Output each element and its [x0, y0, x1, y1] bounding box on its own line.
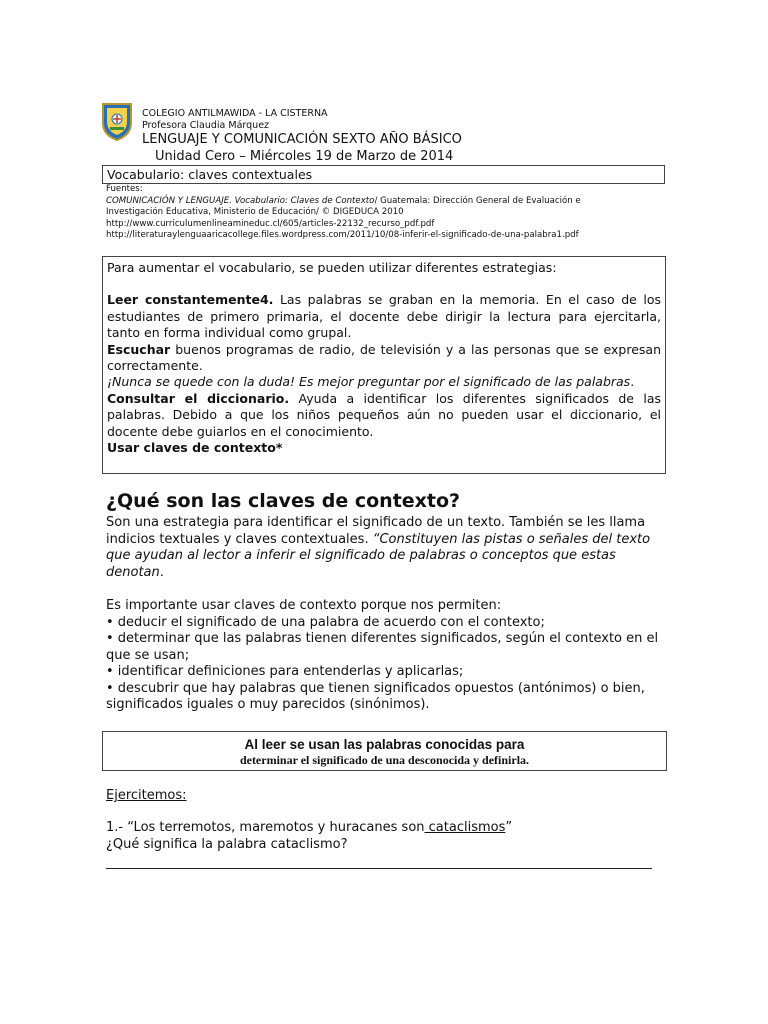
quote-line-2: determinar el significado de una desconocida y definirla.	[239, 753, 530, 767]
bullet-item: • deducir el significado de una palabra de acuerdo con el contexto;	[106, 614, 545, 630]
source-title: COMUNICACIÓN Y LENGUAJE. Vocabulario: Claves de Contexto	[106, 195, 375, 206]
source-url-2: http://literaturaylenguaaricacollege.files.wordpress.com/2011/10/08-inferir-el-significado-de-una-palabra1.pdf	[106, 230, 579, 240]
exercise-title	[106, 788, 666, 805]
strategy-consultar-title: Consultar el diccionario.	[107, 390, 290, 406]
exercise-title-text: Ejercitemos:	[106, 788, 187, 803]
course-title: LENGUAJE Y COMUNICACIÓN SEXTO AÑO BÁSICO	[142, 132, 462, 147]
question-1-end: ”	[505, 820, 513, 835]
question-1-word: cataclismos	[424, 820, 506, 835]
sources-block	[106, 184, 666, 242]
strategy-nunca-end: .	[630, 374, 635, 390]
strategy-nunca	[107, 374, 661, 390]
strategy-escuchar-text: buenos programas de radio, de televisión y a las personas que se expresan correctamente.	[107, 341, 661, 374]
sources-label: Fuentes:	[106, 184, 143, 194]
unit-date: Unidad Cero – Miércoles 19 de Marzo de 2014	[155, 149, 454, 164]
quote-box	[102, 731, 667, 771]
strategy-leer-text: Las palabras se graban en la memoria. En el caso de los estudiantes de primero primaria, el docente debe dirigir la lectura para ejercitarla, tanto en forma individual como grupal.	[107, 292, 661, 341]
school-name: COLEGIO ANTILMAWIDA - LA CISTERNA	[142, 108, 328, 119]
strategy-escuchar	[107, 342, 661, 375]
source-url-1: http://www.curriculumenlineamineduc.cl/605/articles-22132_recurso_pdf.pdf	[106, 218, 435, 229]
answer-line[interactable]	[106, 868, 652, 869]
quote-line-1: Al leer se usan las palabras conocidas para	[244, 737, 525, 752]
section-heading: ¿Qué son las claves de contexto?	[106, 490, 461, 512]
bullet-item: • identificar definiciones para entenderlas y aplicarlas;	[106, 664, 464, 679]
strategy-consultar	[107, 391, 661, 440]
source-publisher: / Guatemala: Dirección General de Evaluación e	[374, 195, 581, 206]
strategy-nunca-text: ¡Nunca se quede con la duda! Es mejor preguntar por el significado de las palabras	[107, 374, 631, 390]
section-paragraph-1	[106, 515, 666, 581]
strategy-usar-title: Usar claves de contexto*	[107, 440, 283, 456]
strategy-leer	[107, 292, 661, 341]
strategy-usar	[107, 440, 661, 456]
strategy-leer-title: Leer constantemente4.	[107, 292, 274, 308]
paragraph-1-end: .	[159, 564, 164, 580]
strategies-intro: Para aumentar el vocabulario, se pueden utilizar diferentes estrategias:	[107, 260, 557, 275]
source-line-1	[106, 196, 666, 208]
paragraph-1-quote: “Constituyen las pistas o señales del texto que ayudan al lector a inferir el significado de palabras o conceptos que estas denotan	[106, 531, 651, 580]
exercise-question-1	[106, 820, 666, 853]
bullet-item: • descubrir que hay palabras que tienen significados opuestos (antónimos) o bien, significados iguales o muy parecidos (sinónimos).	[106, 680, 645, 712]
bullet-item: • determinar que las palabras tienen diferentes significados, según el contexto en el que se usan;	[106, 631, 659, 663]
paragraph-1-text: Son una estrategia para identificar el significado de un texto. También se les llama indicios textuales y claves contextuales.	[106, 515, 646, 547]
question-1-text: 1.- “Los terremotos, maremotos y huracanes son	[106, 820, 425, 835]
strategy-consultar-text: Ayuda a identificar los diferentes significados de las palabras. Debido a que los niños pequeños aún no pueden usar el diccionario, el docente debe guiarlos en el conocimiento.	[107, 390, 661, 439]
source-line-2: Investigación Educativa, Ministerio de Educación/ © DIGEDUCA 2010	[106, 207, 404, 217]
question-1-prompt: ¿Qué significa la palabra cataclismo?	[106, 836, 348, 852]
school-crest-logo	[101, 101, 133, 141]
vocabulary-title: Vocabulario: claves contextuales	[107, 167, 313, 182]
paragraph-2-intro: Es importante usar claves de contexto porque nos permiten:	[106, 598, 502, 613]
vocabulary-title-box	[102, 165, 665, 184]
strategies-box	[102, 256, 666, 474]
section-paragraph-2	[106, 598, 666, 714]
strategy-escuchar-title: Escuchar	[107, 341, 171, 357]
teacher-name: Profesora Claudia Márquez	[142, 120, 270, 131]
